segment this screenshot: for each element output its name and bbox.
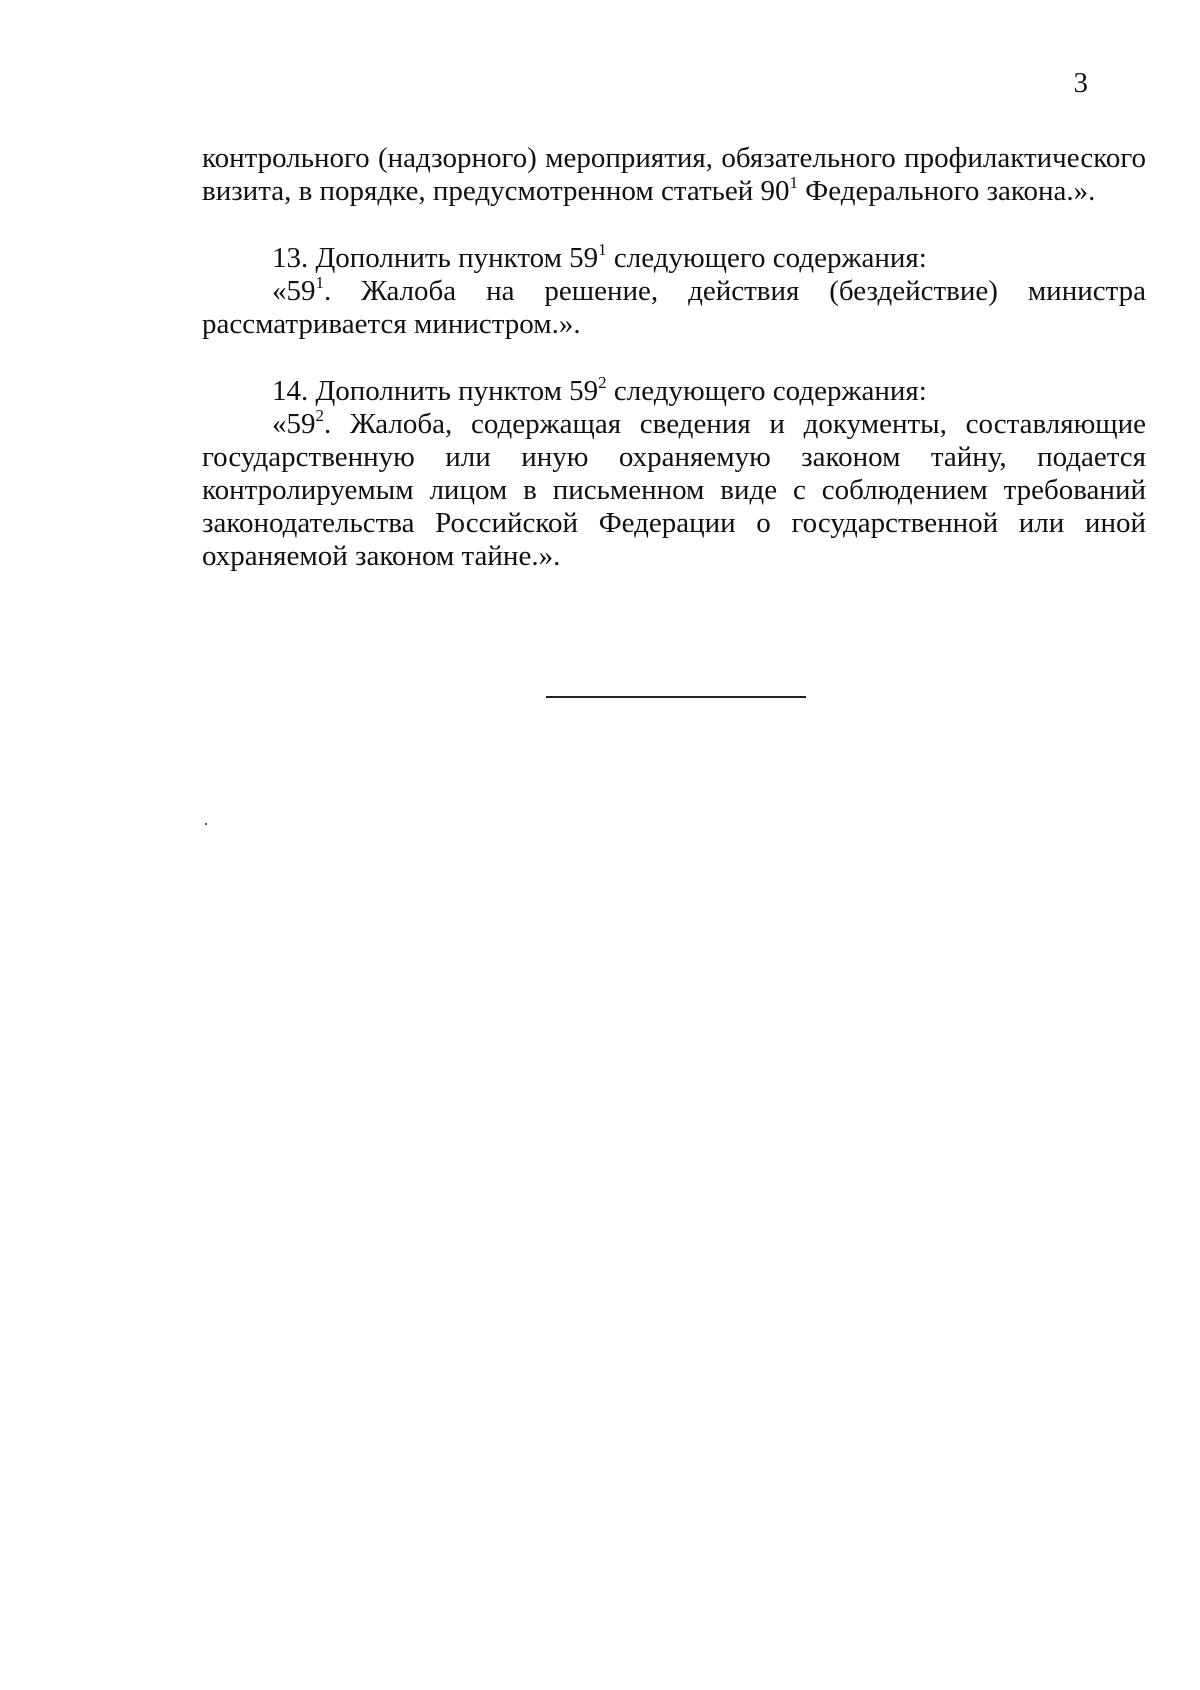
heading-text: следующего содержания:	[606, 375, 927, 407]
quote-text: «59	[272, 408, 316, 440]
heading-text: 14. Дополнить пунктом 59	[272, 375, 599, 407]
quote-text: . Жалоба на решение, действия (бездействие) министра рассматривается министром.».	[202, 275, 1146, 340]
scan-speck	[205, 823, 207, 825]
quote-text: . Жалоба, содержащая сведения и документы, составляющие государственную или иную охраняемую законом тайну, подается контролируемым лицом в письменном виде с соблюдением требований законодательства Российской Федерации о государственной или иной охраняемой законом тайне.».	[202, 408, 1146, 572]
item-14-heading	[202, 375, 1146, 408]
paragraph-text: Федерального закона.».	[798, 175, 1096, 207]
superscript: 1	[598, 240, 607, 259]
item-13-quote	[202, 275, 1146, 341]
superscript: 2	[315, 406, 324, 425]
paragraph-text: контрольного (надзорного) мероприятия, обязательного профилактического визита, в порядке, предусмотренном статьей 90	[202, 142, 1146, 207]
paragraph-gap	[202, 208, 1146, 242]
heading-text: следующего содержания:	[606, 242, 927, 274]
document-body	[202, 142, 1146, 573]
item-14-quote	[202, 408, 1146, 573]
heading-text: 13. Дополнить пунктом 59	[272, 242, 599, 274]
paragraph-continuation	[202, 142, 1146, 208]
superscript: 2	[598, 373, 607, 392]
quote-text: «59	[272, 275, 316, 307]
paragraph-gap	[202, 341, 1146, 375]
item-13-heading	[202, 242, 1146, 275]
page-number: 3	[1073, 67, 1088, 99]
superscript: 1	[789, 173, 799, 192]
superscript: 1	[315, 273, 324, 292]
end-separator-line	[546, 696, 806, 698]
